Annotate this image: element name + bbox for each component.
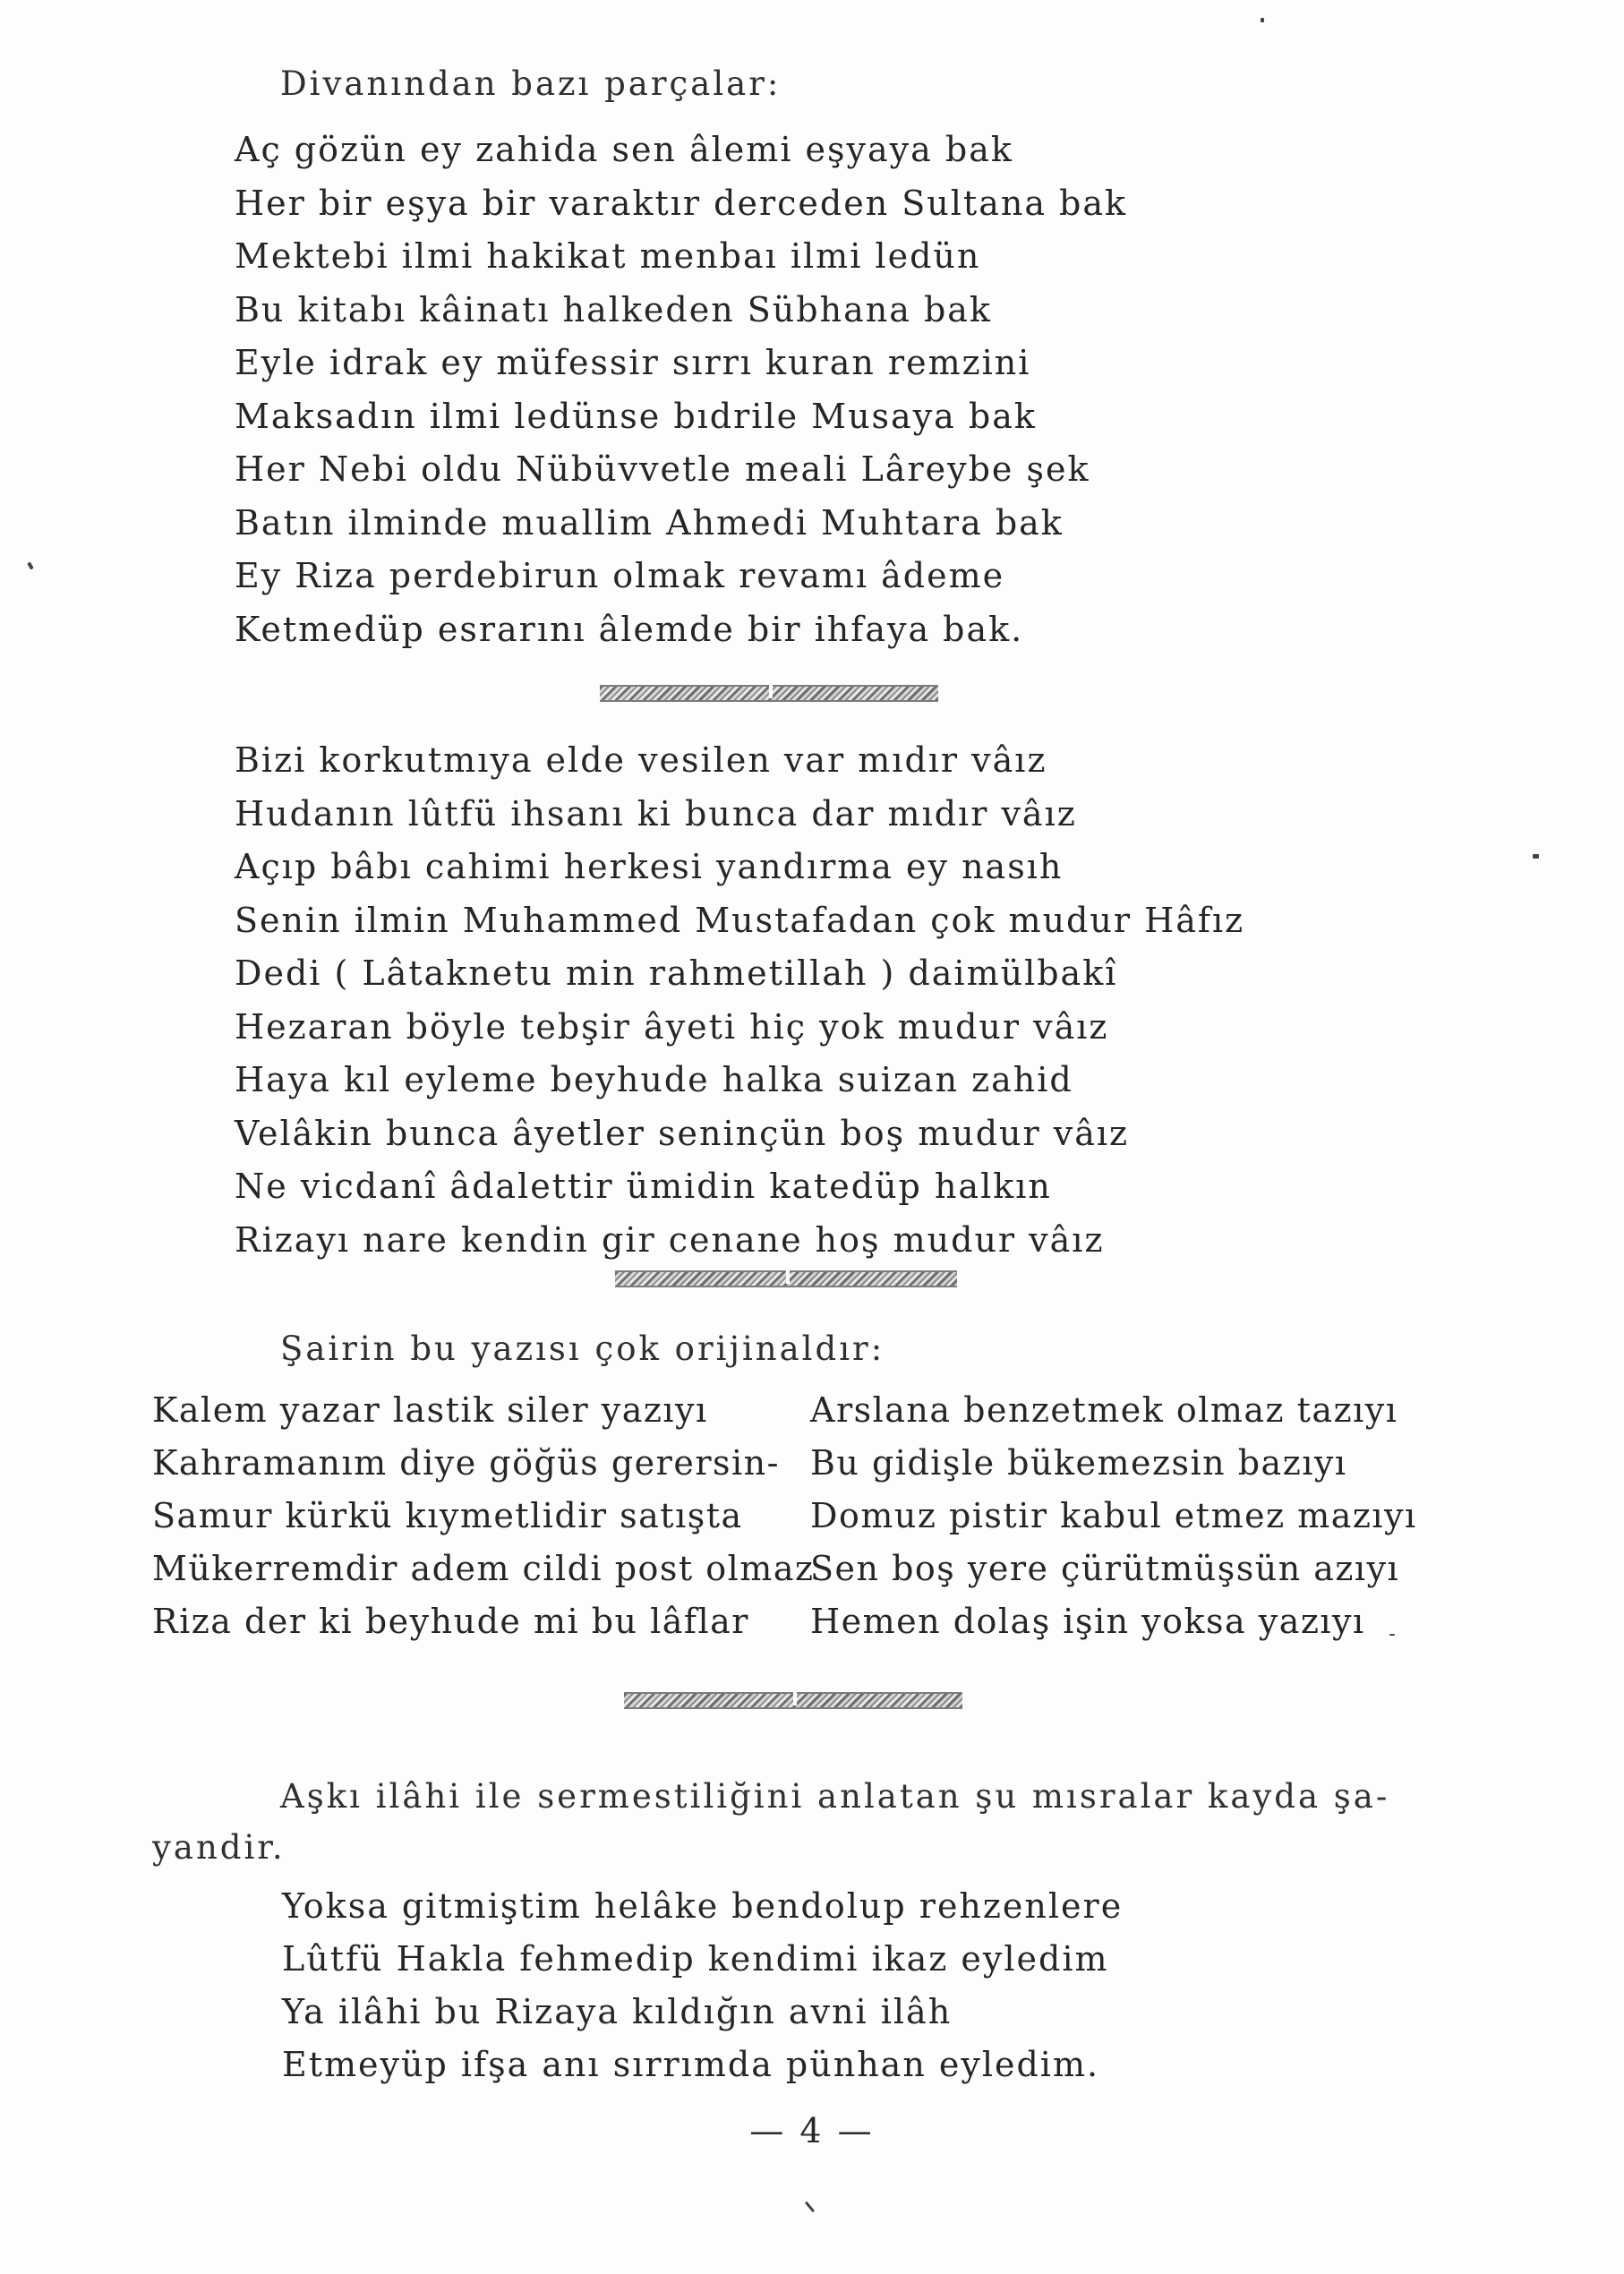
intro-paragraph bbox=[152, 1771, 1441, 1873]
paragraph-line: yandir. bbox=[152, 1828, 286, 1867]
couplet-row bbox=[152, 1595, 1417, 1648]
verse-line: Velâkin bunca âyetler seninçün boş mudur vâız bbox=[235, 1113, 1130, 1153]
couplet-row bbox=[152, 1490, 1417, 1543]
verse-line: Yoksa gitmiştim helâke bendolup rehzenlere bbox=[282, 1886, 1124, 1926]
verse-line: Etmeyüp ifşa anı sırrımda pünhan eyledim. bbox=[282, 2045, 1100, 2084]
page-number: — 4 — bbox=[749, 2111, 875, 2150]
verse-line: Mektebi ilmi hakikat menbaı ilmi ledün bbox=[235, 236, 981, 276]
poem-two-column bbox=[152, 1384, 1417, 1648]
verse-left: Riza der ki beyhude mi bu lâflar bbox=[152, 1602, 749, 1641]
paragraph-line: Aşkı ilâhi ile sermestiliğini anlatan şu mısralar kayda şa- bbox=[280, 1777, 1390, 1816]
scan-speck bbox=[27, 562, 33, 570]
verse-right: Arslana benzetmek olmaz tazıyı bbox=[810, 1390, 1398, 1430]
couplet-row bbox=[152, 1384, 1417, 1437]
verse-right: Domuz pistir kabul etmez mazıyı bbox=[810, 1496, 1417, 1535]
scan-speck bbox=[1261, 18, 1264, 22]
verse-line: Dedi ( Lâtaknetu min rahmetillah ) daimülbakî bbox=[235, 953, 1118, 993]
ornamental-divider bbox=[624, 1692, 962, 1709]
verse-line: Lûtfü Hakla fehmedip kendimi ikaz eyledim bbox=[282, 1939, 1109, 1979]
verse-line: Batın ilminde muallim Ahmedi Muhtara bak bbox=[235, 502, 1064, 543]
verse-line: Haya kıl eyleme beyhude halka suizan zahid bbox=[235, 1060, 1073, 1099]
verse-line: Eyle idrak ey müfessir sırrı kuran remzini bbox=[235, 343, 1031, 382]
scan-speck bbox=[805, 2201, 815, 2213]
verse-left: Mükerremdir adem cildi post olmaz bbox=[152, 1549, 815, 1588]
verse-line: Hezaran böyle tebşir âyeti hiç yok mudur vâız bbox=[235, 1006, 1109, 1047]
poem-ghazal-2 bbox=[235, 734, 1244, 1267]
ornamental-divider bbox=[615, 1270, 957, 1287]
verse-left: Kahramanım diye göğüs gerersin- bbox=[152, 1443, 780, 1483]
verse-line: Rizayı nare kendin gir cenane hoş mudur vâız bbox=[235, 1219, 1105, 1260]
verse-line: Açıp bâbı cahimi herkesi yandırma ey nasıh bbox=[235, 847, 1064, 886]
verse-right: Hemen dolaş işin yoksa yazıyı bbox=[810, 1602, 1365, 1641]
poem-quatrain bbox=[282, 1880, 1123, 2091]
verse-line: Ketmedüp esrarını âlemde bir ihfaya bak. bbox=[235, 609, 1024, 649]
scan-speck bbox=[1389, 1634, 1395, 1636]
verse-line: Senin ilmin Muhammed Mustafadan çok mudur Hâfız bbox=[235, 900, 1245, 940]
verse-line: Maksadın ilmi ledünse bıdrile Musaya bak bbox=[235, 396, 1037, 436]
verse-line: Ne vicdanî âdalettir ümidin katedüp halkın bbox=[235, 1167, 1052, 1206]
verse-line: Aç gözün ey zahida sen âlemi eşyaya bak bbox=[235, 130, 1013, 169]
section-intro: Şairin bu yazısı çok orijinaldır: bbox=[280, 1329, 885, 1368]
verse-line: Ey Riza perdebirun olmak revamı âdeme bbox=[235, 556, 1005, 595]
scan-speck bbox=[1533, 854, 1539, 859]
verse-left: Samur kürkü kıymetlidir satışta bbox=[152, 1496, 743, 1535]
verse-right: Bu gidişle bükemezsin bazıyı bbox=[810, 1443, 1347, 1483]
ornamental-divider bbox=[600, 685, 938, 702]
verse-line: Her bir eşya bir varaktır derceden Sultana bak bbox=[235, 183, 1128, 223]
verse-line: Ya ilâhi bu Rizaya kıldığın avni ilâh bbox=[282, 1992, 953, 2031]
verse-line: Bizi korkutmıya elde vesilen var mıdır vâız bbox=[235, 740, 1047, 780]
poem-ghazal-1 bbox=[235, 124, 1127, 656]
verse-left: Kalem yazar lastik siler yazıyı bbox=[152, 1390, 708, 1430]
verse-line: Bu kitabı kâinatı halkeden Sübhana bak bbox=[235, 289, 992, 329]
section-heading: Divanından bazı parçalar: bbox=[280, 64, 782, 103]
verse-line: Her Nebi oldu Nübüvvetle meali Lâreybe şek bbox=[235, 449, 1090, 489]
verse-right: Sen boş yere çürütmüşsün azıyı bbox=[810, 1549, 1400, 1588]
couplet-row bbox=[152, 1437, 1417, 1490]
couplet-row bbox=[152, 1543, 1417, 1595]
verse-line: Hudanın lûtfü ihsanı ki bunca dar mıdır vâız bbox=[235, 793, 1077, 834]
